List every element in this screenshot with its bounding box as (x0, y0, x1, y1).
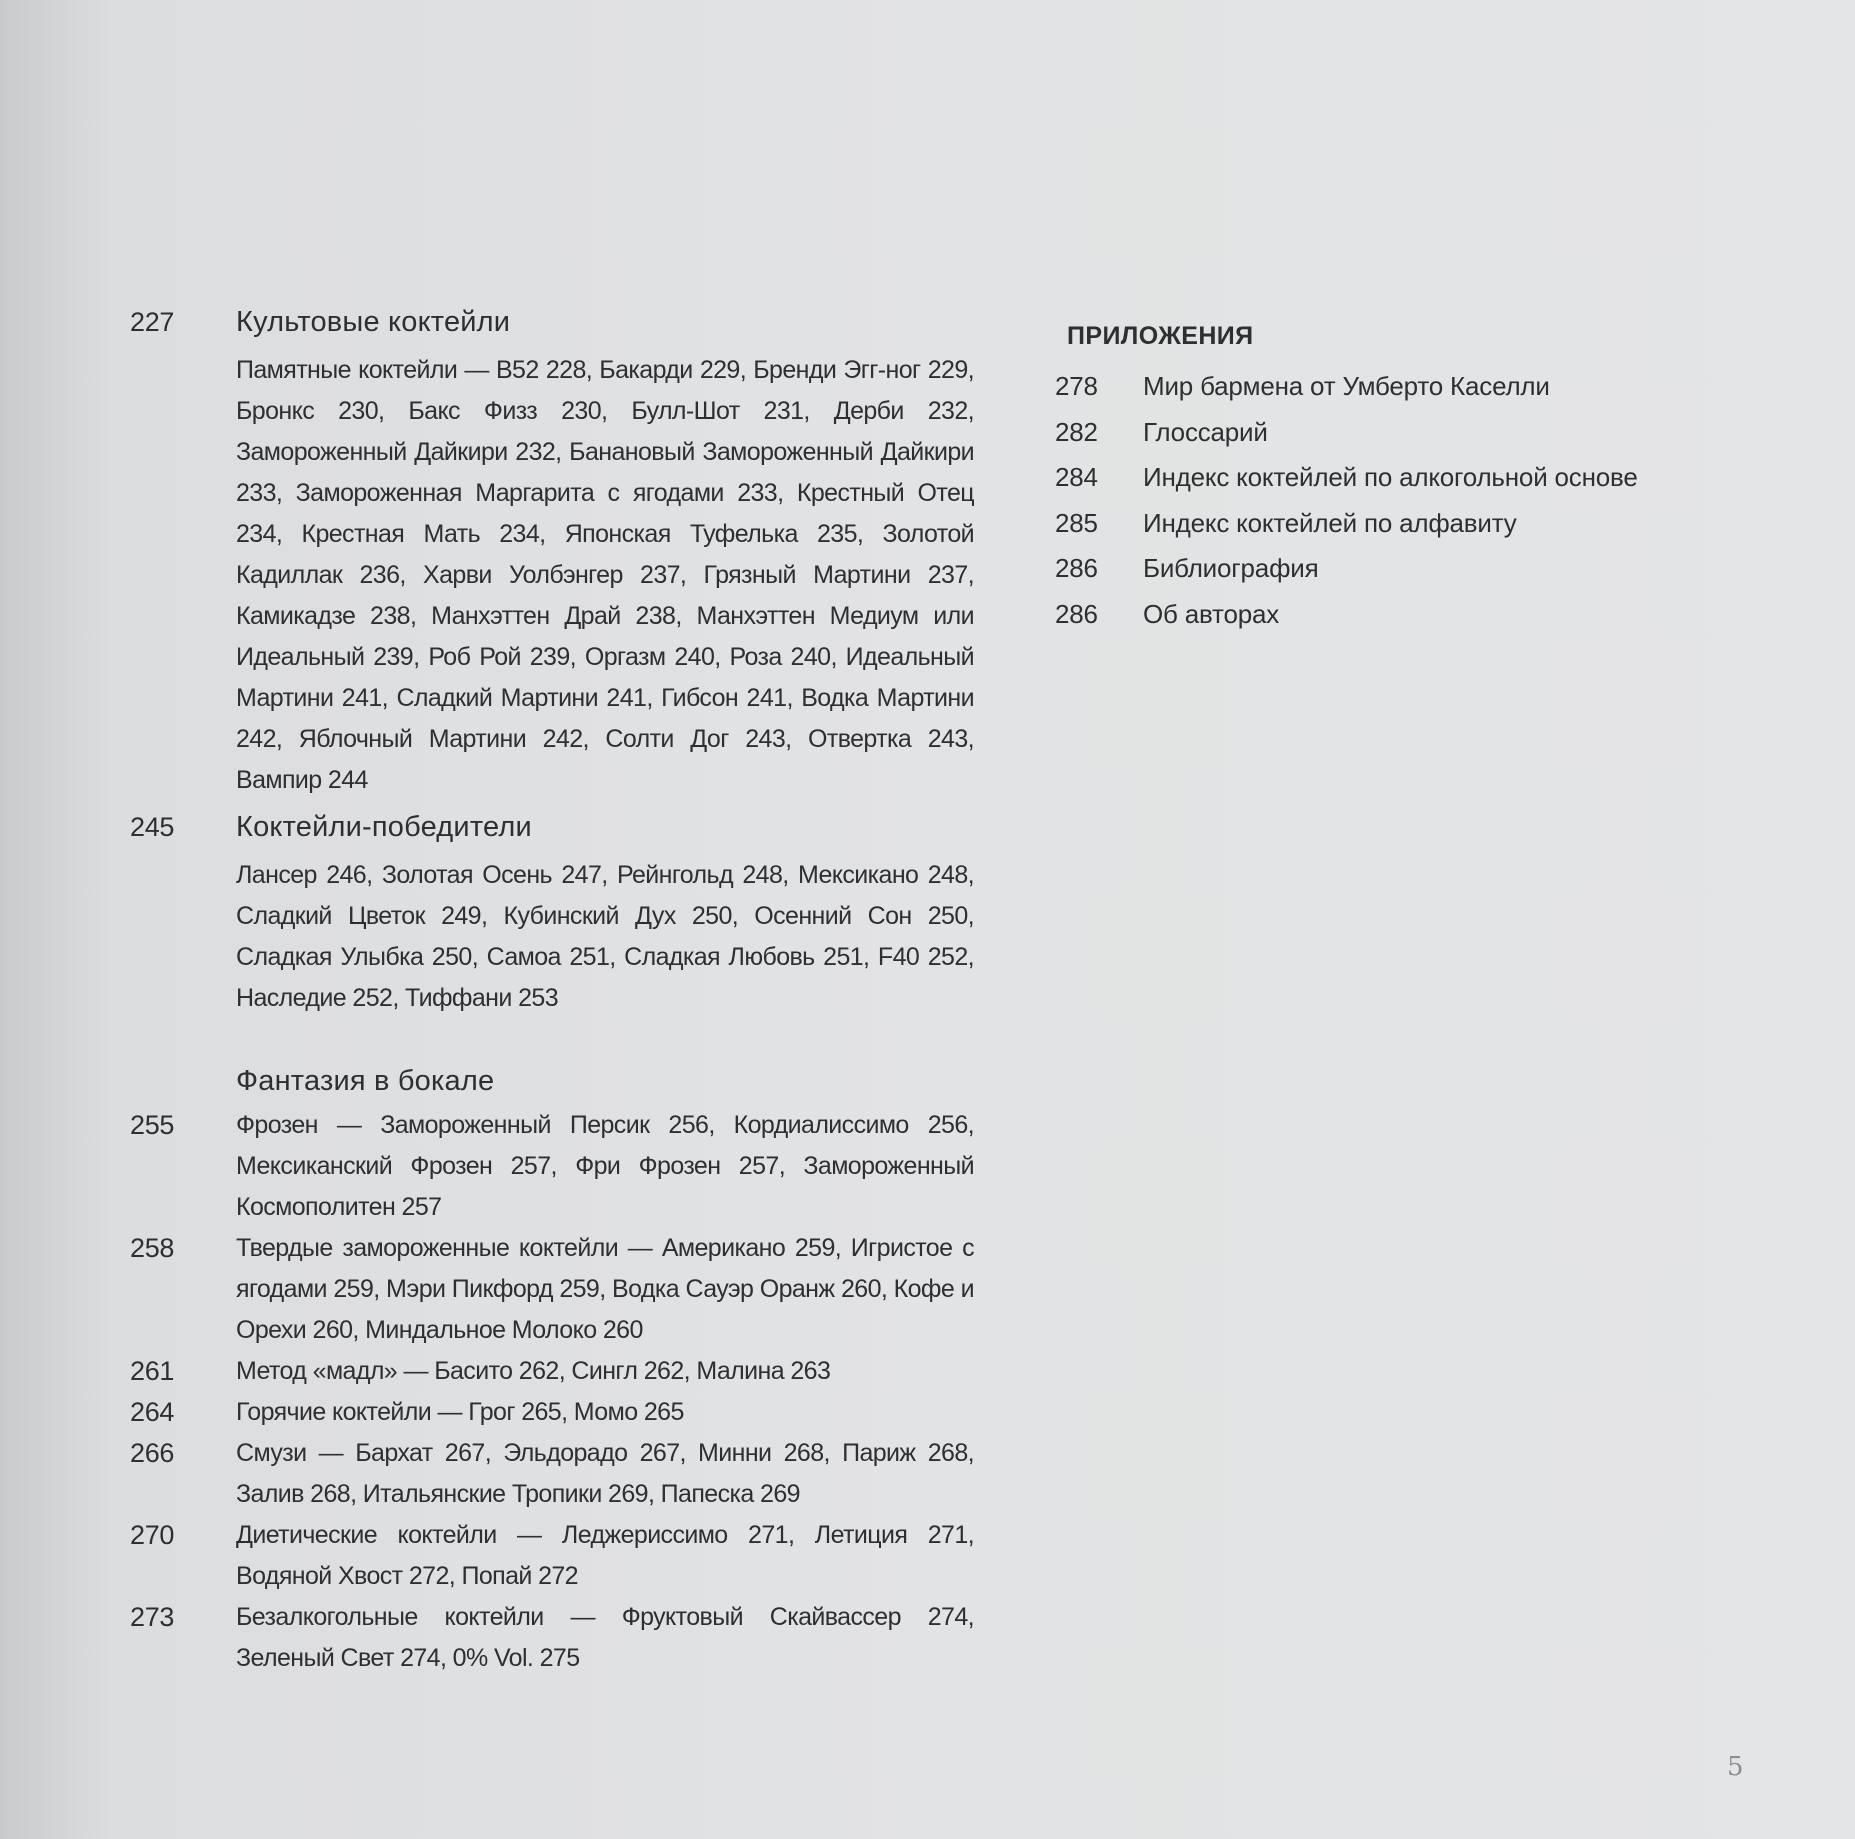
appendix-item (1055, 546, 1775, 592)
appendix-item (1055, 455, 1775, 501)
toc-section-body: Лансер 246, Золотая Осень 247, Рейнгольд 248, Мексикано 248, Сладкий Цветок 249, Кубинский Дух 250, Осенний Сон 250, Сладкая Улыбка 250, Самоа 251, Сладкая Любовь 251, F40 252, Наследие 252, Тиффани 253 (236, 861, 974, 1012)
toc-entry (130, 1228, 980, 1351)
toc-section-heading: Коктейли-победители (236, 811, 532, 843)
appendix-label: Мир бармена от Умберто Каселли (1143, 371, 1550, 401)
appendix-label: Глоссарий (1143, 416, 1268, 447)
appendix-item (1055, 364, 1775, 410)
toc-section-cult-cocktails (130, 300, 980, 344)
contents-left-column (130, 300, 980, 1679)
toc-page-number: 245 (130, 812, 175, 842)
toc-page-number: 273 (130, 1602, 175, 1632)
toc-page-number: 270 (130, 1520, 175, 1550)
appendix-page-number: 284 (1055, 462, 1098, 492)
appendix-page-number: 278 (1055, 371, 1098, 401)
toc-section-heading: Культовые коктейли (236, 306, 511, 338)
appendix-label: Индекс коктейлей по алкогольной основе (1143, 462, 1638, 492)
toc-section-heading: Фантазия в бокале (236, 1065, 495, 1097)
appendix-label: Об авторах (1143, 598, 1280, 629)
appendix-page-number: 282 (1055, 416, 1098, 447)
toc-entry-text: Безалкогольные коктейли — Фруктовый Скайвассер 274, Зеленый Свет 274, 0% Vol. 275 (236, 1603, 974, 1672)
toc-section-fantasy (130, 1059, 980, 1103)
toc-section-body: Памятные коктейли — B52 228, Бакарди 229, Бренди Эгг-ног 229, Бронкс 230, Бакс Физз 230, Булл-Шот 231, Дерби 232, Замороженный Дайкири 232, Банановый Замороженный Дайкири 233, Замороженная Маргарита с ягодами 233, Крестный Отец 234, Крестная Мать 234, Японская Туфелька 235, Золотой Кадиллак 236, Харви Уолбэнгер 237, Грязный Мартини 237, Камикадзе 238, Манхэттен Драй 238, Манхэттен Медиум или Идеальный 239, Роб Рой 239, Оргазм 240, Роза 240, Идеальный Мартини 241, Сладкий Мартини 241, Гибсон 241, Водка Мартини 242, Яблочный Мартини 242, Солти Дог 243, Отвертка 243, Вампир 244 (236, 356, 974, 794)
appendix-label: Индекс коктейлей по алфавиту (1143, 507, 1517, 538)
appendix-label: Библиография (1143, 553, 1319, 583)
toc-entry-text: Смузи — Бархат 267, Эльдорадо 267, Минни 268, Париж 268, Залив 268, Итальянские Тропики 269, Папеска 269 (236, 1439, 974, 1508)
toc-entry-text: Горячие коктейли — Грог 265, Момо 265 (236, 1398, 684, 1426)
appendix-item (1055, 410, 1775, 456)
toc-entry-text: Метод «мадл» — Басито 262, Сингл 262, Малина 263 (236, 1357, 831, 1385)
appendix-page-number: 286 (1055, 553, 1098, 583)
toc-page-number: 258 (130, 1233, 175, 1263)
toc-entry-text: Диетические коктейли — Леджериссимо 271, Летиция 271, Водяной Хвост 272, Попай 272 (236, 1521, 974, 1590)
appendices-column (1055, 320, 1775, 637)
toc-entry (130, 1597, 980, 1679)
toc-entry (130, 1105, 980, 1228)
toc-entry (130, 1351, 980, 1392)
appendix-page-number: 286 (1055, 598, 1098, 629)
toc-entry (130, 1392, 980, 1433)
toc-entry-text: Фрозен — Замороженный Персик 256, Кордиалиссимо 256, Мексиканский Фрозен 257, Фри Фрозен 257, Замороженный Космополитен 257 (236, 1111, 974, 1221)
toc-page-number: 227 (130, 307, 175, 337)
toc-section-winners (130, 805, 980, 849)
toc-page-number: 266 (130, 1438, 175, 1468)
toc-page-number: 255 (130, 1110, 175, 1140)
appendix-item (1055, 592, 1775, 638)
toc-entry-text: Твердые замороженные коктейли — Американо 259, Игристое с ягодами 259, Мэри Пикфорд 259, Водка Сауэр Оранж 260, Кофе и Орехи 260, Миндальное Молоко 260 (236, 1234, 974, 1344)
appendix-item (1055, 501, 1775, 547)
toc-entry (130, 1433, 980, 1515)
page-folio-number: 5 (1727, 1752, 1744, 1782)
toc-entry (130, 1515, 980, 1597)
appendices-title: ПРИЛОЖЕНИЯ (1067, 322, 1254, 350)
appendix-page-number: 285 (1055, 507, 1098, 538)
toc-page-number: 264 (130, 1397, 175, 1427)
toc-page-number: 261 (130, 1356, 175, 1386)
